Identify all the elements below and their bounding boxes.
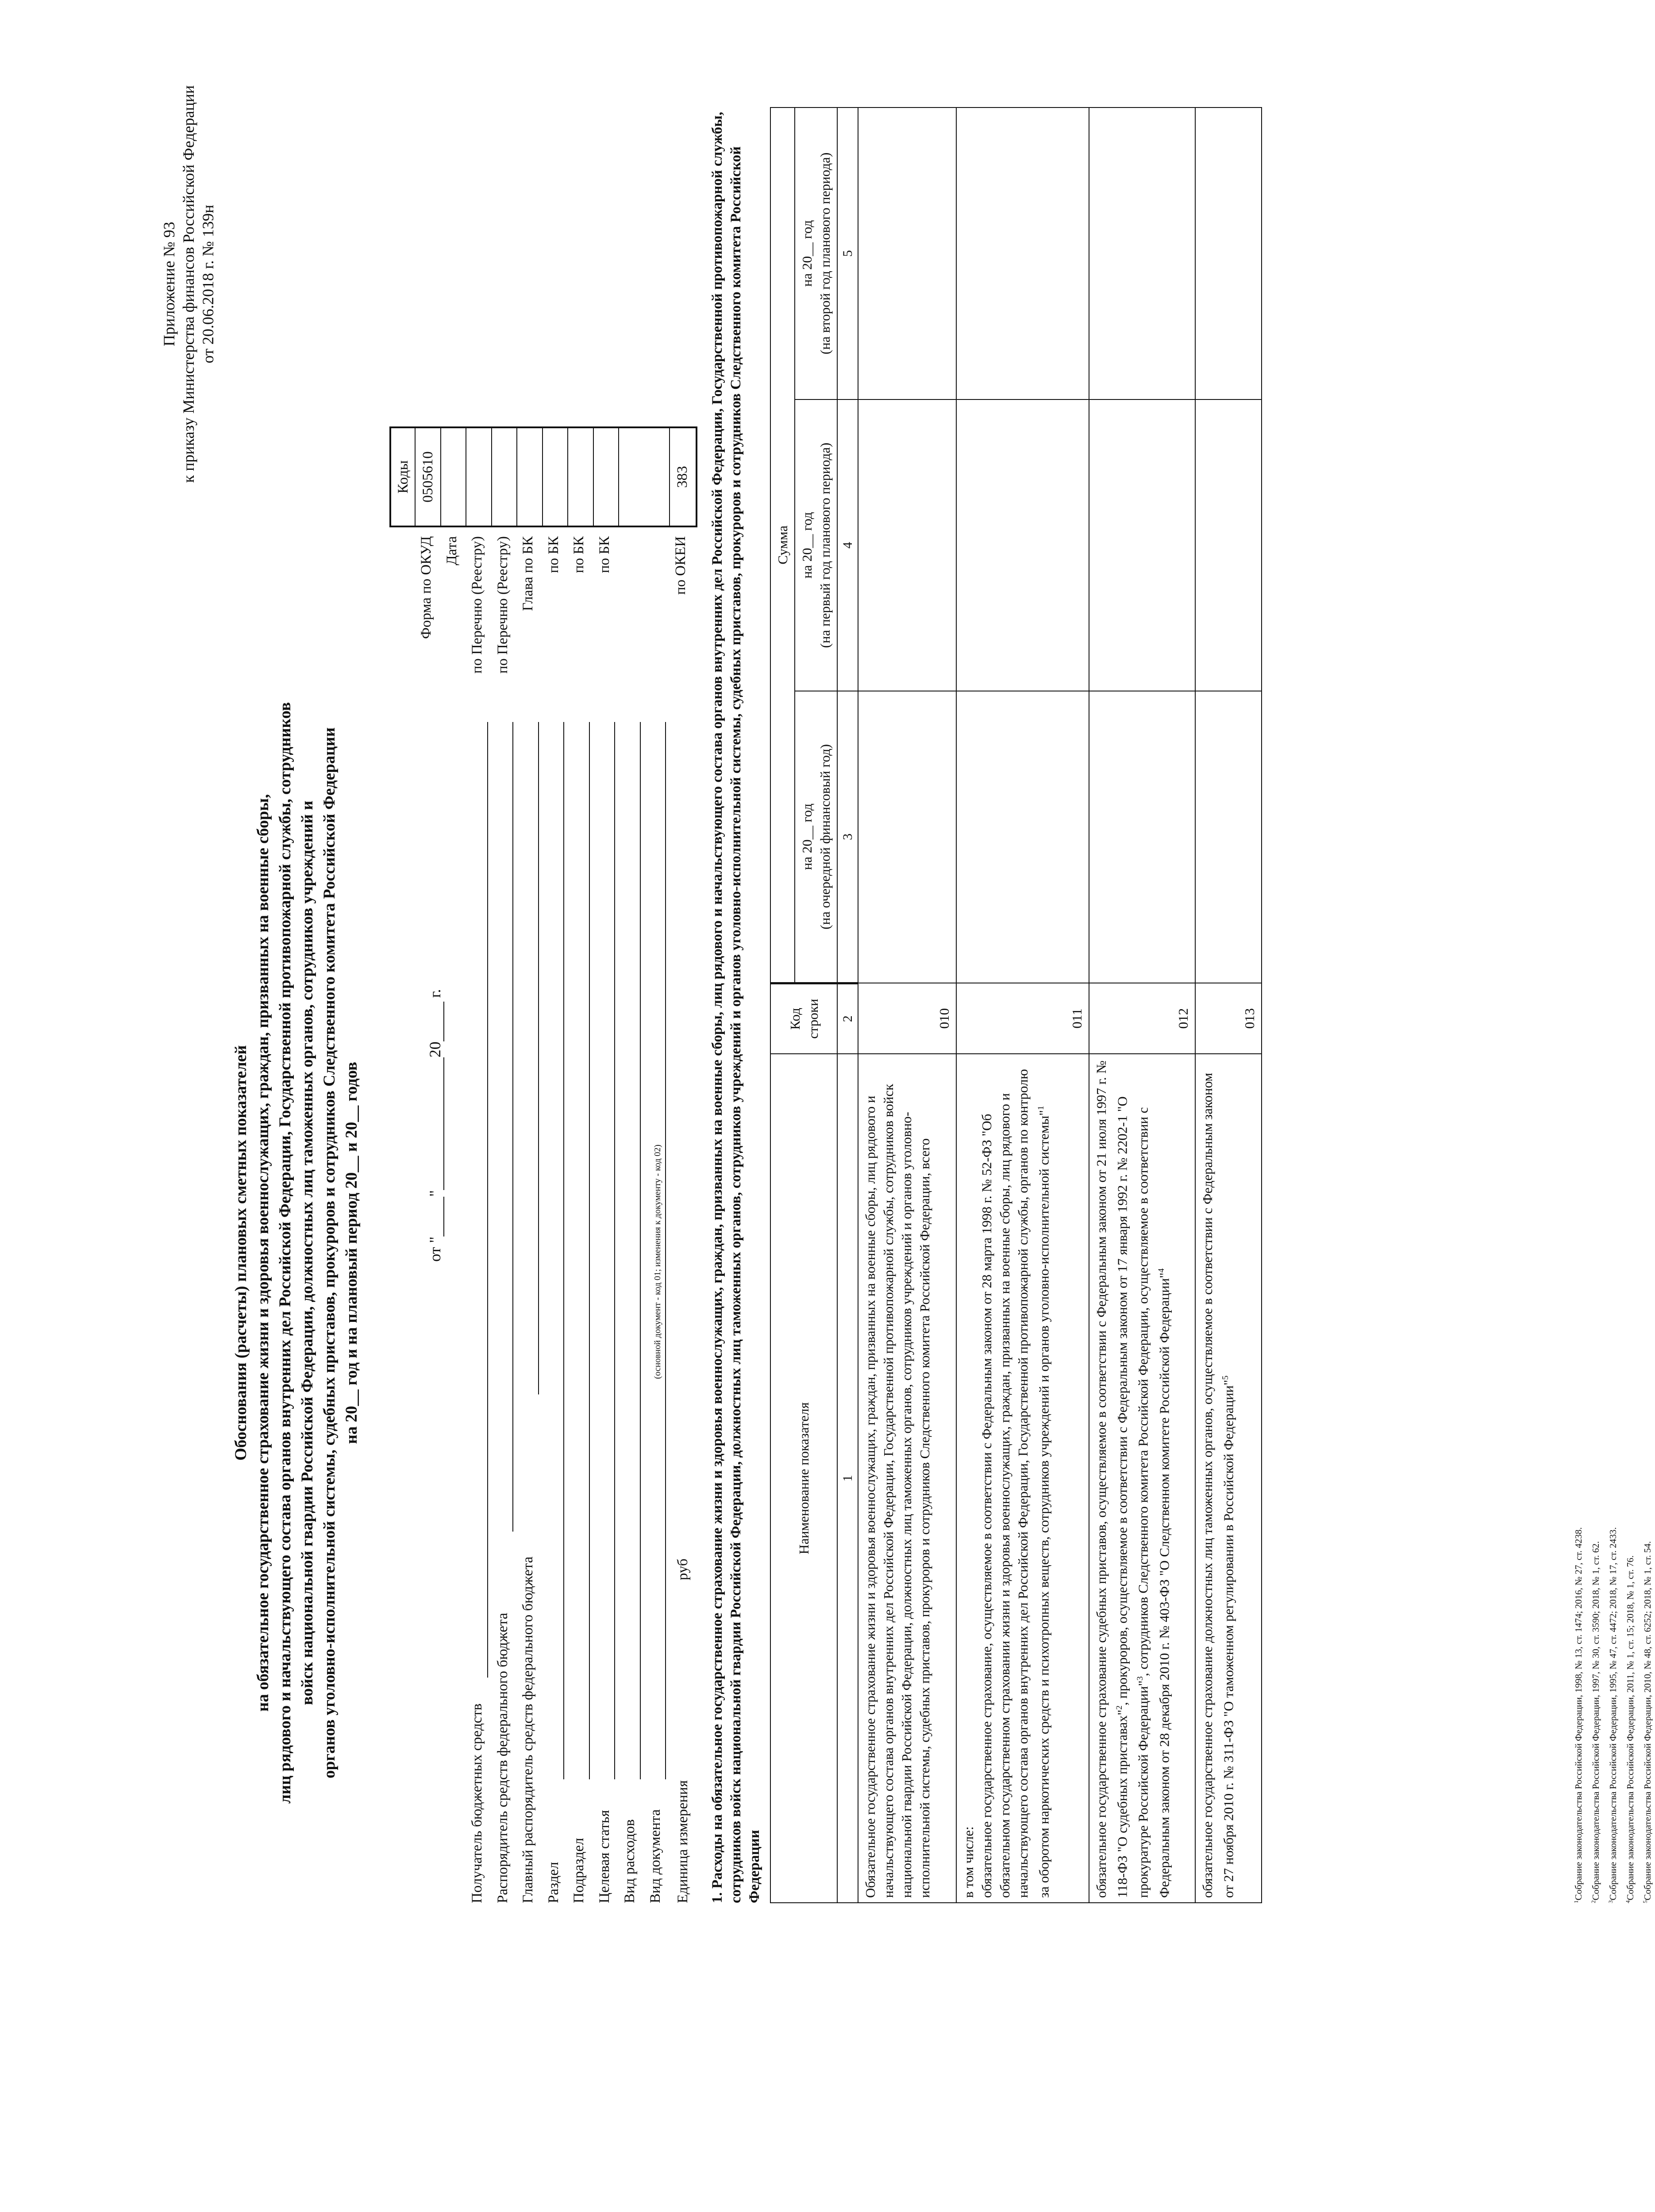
date-mid: " bbox=[426, 1190, 444, 1197]
title-line: лиц рядового и начальствующего состава органов внутренних дел Российской Федерации, Государственной противопожарной службы, сотрудников bbox=[276, 702, 294, 1804]
codes-header: Коды bbox=[391, 428, 416, 526]
appendix-number: Приложение № 93 bbox=[160, 222, 178, 346]
value-cell[interactable] bbox=[956, 399, 1089, 691]
unit-label: Единица измерения bbox=[675, 1780, 691, 1903]
document-type-note: (основной документ - код 01; изменения к документу - код 02) bbox=[653, 1144, 662, 1379]
date-year: 20 bbox=[426, 1041, 444, 1058]
label-subsection: Подраздел bbox=[571, 1838, 587, 1903]
codes-box bbox=[389, 426, 697, 527]
column-number: 2 bbox=[837, 983, 858, 1054]
value-cell[interactable] bbox=[1195, 399, 1262, 691]
code-date[interactable] bbox=[441, 428, 467, 526]
manager-field-line[interactable] bbox=[512, 722, 513, 1532]
expenses-table bbox=[770, 107, 1262, 1903]
requisites-labels bbox=[465, 1556, 668, 1903]
header-sum: Сумма bbox=[770, 108, 795, 983]
code-label-date: Дата bbox=[443, 536, 460, 565]
day-field[interactable] bbox=[425, 1197, 444, 1237]
title-line: на обязательное государственное страхование жизни и здоровья военнослужащих, граждан, призванных на военные сборы, bbox=[254, 794, 272, 1712]
code-okud: 0505610 bbox=[416, 428, 441, 526]
footnote: $^3$Собрание законодательства Российской Федерации, 1995, № 47, ст. 4472; 2018, № 17, ст. 2433. bbox=[1607, 1527, 1618, 1903]
title-line: органов уголовно-исполнительной системы, судебных приставов, прокуроров и сотрудников Следственного комитета Российской Федерации bbox=[320, 727, 339, 1778]
code-label-registry: по Перечню (Реестру) bbox=[469, 536, 485, 674]
appendix-header bbox=[159, 63, 218, 505]
value-cell[interactable] bbox=[858, 399, 956, 691]
code-chapter[interactable] bbox=[517, 428, 543, 526]
code-label-bk: по БК bbox=[596, 536, 612, 573]
document-date-line bbox=[425, 989, 444, 1262]
value-cell[interactable] bbox=[1089, 108, 1195, 399]
code-label-bk: по БК bbox=[571, 536, 587, 573]
footnote: $^4$Собрание законодательства Российской Федерации, 2011, № 1, ст. 15; 2018, № 1, ст. 76. bbox=[1624, 1555, 1636, 1903]
row-code: 012 bbox=[1089, 983, 1195, 1054]
value-cell[interactable] bbox=[956, 108, 1089, 399]
row-code: 013 bbox=[1195, 983, 1262, 1054]
appendix-order: к приказу Министерства финансов Российской Федерации bbox=[180, 85, 197, 483]
appendix-date: от 20.06.2018 г. № 139н bbox=[199, 204, 217, 364]
label-section: Раздел bbox=[545, 1862, 562, 1903]
month-field[interactable] bbox=[425, 1057, 444, 1190]
code-label-bk: по БК bbox=[545, 536, 562, 573]
row-code: 010 bbox=[858, 983, 956, 1054]
footnote: $^2$Собрание законодательства Российской Федерации, 1997, № 30, ст. 3590; 2018, № 1, ст. 62. bbox=[1590, 1541, 1601, 1903]
expense-type-field-line[interactable] bbox=[640, 722, 641, 1779]
header-indicator-name: Наименование показателя bbox=[770, 1054, 837, 1903]
recipient-field-line[interactable] bbox=[487, 722, 488, 1678]
column-number: 3 bbox=[837, 691, 858, 983]
code-okei: 383 bbox=[674, 466, 690, 488]
column-number: 4 bbox=[837, 399, 858, 691]
code-registry[interactable] bbox=[492, 428, 518, 526]
row-military-name: в том числе: обязательное государственное страхование, осуществляемое в соответствии с Федеральным законом от 28 марта 1998 г. № 52-ФЗ "Об обязательном государственном страховании жизни и здоровья военнослужащих, граждан, призванных на военные сборы, лиц рядового и начальствующего состава органов внутренних дел Российской Федерации, Государственной противопожарной службы, органов по контролю за оборотом наркотических средств и психотропных веществ, сотрудников учреждений и органов уголовно-исполнительной системы"$^1$ bbox=[956, 1054, 1089, 1903]
section-line: сотрудников войск национальной гвардии Российской Федерации, должностных лиц таможенных органов, сотрудников учреждений и органов уголовно-исполнительной системы, судебных приставов, прокуроров и сотрудников Следственного комитета Российской bbox=[728, 146, 744, 1903]
date-prefix: от " bbox=[426, 1237, 444, 1262]
label-document-type: Вид документа bbox=[647, 1809, 663, 1903]
label-target-article: Целевая статья bbox=[596, 1810, 612, 1903]
column-number: 1 bbox=[837, 1054, 858, 1903]
document-type-field-line[interactable] bbox=[665, 722, 666, 1779]
row-total-name: Обязательное государственное страхование жизни и здоровья военнослужащих, граждан, призванных на военные сборы, лиц рядового и начальствующего состава органов внутренних дел Российской Федерации, Государственной противопожарной службы, сотрудников войск национальной гвардии Российской Федерации, должностных лиц таможенных органов, сотрудников учреждений и органов уголовно-исполнительной системы, судебных приставов, прокуроров и сотрудников Следственного комитета Российской Федерации, всего bbox=[858, 1054, 956, 1903]
header-year-1: на 20__ год (на очередной финансовый год) bbox=[795, 691, 837, 983]
row-code: 011 bbox=[956, 983, 1089, 1054]
target-article-field-line[interactable] bbox=[614, 722, 615, 1779]
row-bailiffs-name: обязательное государственное страхование судебных приставов, осуществляемое в соответствии с Федеральным законом от 21 июля 1997 г. № 118-ФЗ "О судебных приставах"$^2$, прокуроров, осуществляемое в соответствии с Федеральным законом от 17 января 1992 г. № 2202-1 "О прокуратуре Российской Федерации"$^3$, сотрудников Следственного комитета Российской Федерации, осуществляемое в соответствии с Федеральным законом от 28 декабря 2010 г. № 403-ФЗ "О Следственном комитете Российской Федерации"$^4$ bbox=[1089, 1054, 1195, 1903]
document-title bbox=[230, 479, 363, 2027]
value-cell[interactable] bbox=[1195, 691, 1262, 983]
code-label-chapter: Глава по БК bbox=[520, 536, 536, 611]
title-line: Обоснования (расчеты) плановых сметных показателей bbox=[232, 1045, 250, 1461]
label-recipient: Получатель бюджетных средств bbox=[469, 1703, 485, 1903]
header-line-code: Код строки bbox=[770, 983, 837, 1054]
code-bk[interactable] bbox=[594, 428, 620, 526]
code-registry[interactable] bbox=[466, 428, 492, 526]
subsection-field-line[interactable] bbox=[589, 722, 590, 1779]
label-manager: Распорядитель средств федерального бюджета bbox=[494, 1613, 511, 1903]
code-blank bbox=[619, 428, 670, 526]
row-customs-name: обязательное государственное страхование должностных лиц таможенных органов, осуществляемое в соответствии с Федеральным законом от 27 ноября 2010 г. № 311-ФЗ "О таможенном регулировании в Российской Федерации"$^5$ bbox=[1195, 1054, 1262, 1903]
title-line: на 20__ год и на плановый период 20__ и 20__ годов bbox=[343, 1062, 361, 1444]
code-label-okei: по ОКЕИ bbox=[673, 536, 689, 595]
label-chief-manager: Главный распорядитель средств федерального бюджета bbox=[520, 1556, 536, 1903]
footnote: $^1$Собрание законодательства Российской Федерации, 1998, № 13, ст. 1474; 2016, № 27, ст. 4238. bbox=[1573, 1527, 1584, 1903]
date-suffix: г. bbox=[426, 989, 444, 998]
header-year-2: на 20__ год (на первый год планового периода) bbox=[795, 399, 837, 691]
code-bk[interactable] bbox=[568, 428, 594, 526]
section-heading bbox=[708, 54, 764, 1903]
footnotes bbox=[1569, 1527, 1655, 1903]
value-cell[interactable] bbox=[1089, 399, 1195, 691]
section-field-line[interactable] bbox=[563, 722, 564, 1779]
code-label-registry: по Перечню (Реестру) bbox=[494, 536, 511, 674]
codes-labels bbox=[414, 536, 694, 695]
chief-manager-field-line[interactable] bbox=[538, 722, 539, 1394]
header-year-3: на 20__ год (на второй год планового периода) bbox=[795, 108, 837, 399]
value-cell[interactable] bbox=[858, 691, 956, 983]
label-expense-type: Вид расходов bbox=[622, 1819, 638, 1903]
footnote: $^5$Собрание законодательства Российской Федерации, 2010, № 48, ст. 6252; 2018, № 1, ст. 54. bbox=[1642, 1541, 1653, 1903]
code-label-okud: Форма по ОКУД bbox=[418, 536, 434, 639]
value-cell[interactable] bbox=[1195, 108, 1262, 399]
section-line: 1. Расходы на обязательное государственное страхование жизни и здоровья военнослужащих, граждан, призванных на военные сборы, лиц рядового и начальствующего состава органов внутренних дел Российской Федерации, Государственной противопожарной службы, bbox=[709, 111, 725, 1903]
value-cell[interactable] bbox=[956, 691, 1089, 983]
title-line: войск национальной гвардии Российской Федерации, должностных лиц таможенных органов, сотрудников учреждений и bbox=[298, 800, 316, 1705]
value-cell[interactable] bbox=[1089, 691, 1195, 983]
value-cell[interactable] bbox=[858, 108, 956, 399]
code-bk[interactable] bbox=[543, 428, 569, 526]
unit-value: руб bbox=[675, 1559, 691, 1580]
year-field[interactable] bbox=[425, 1002, 444, 1041]
section-line: Федерации bbox=[747, 1830, 762, 1903]
column-number: 5 bbox=[837, 108, 858, 399]
